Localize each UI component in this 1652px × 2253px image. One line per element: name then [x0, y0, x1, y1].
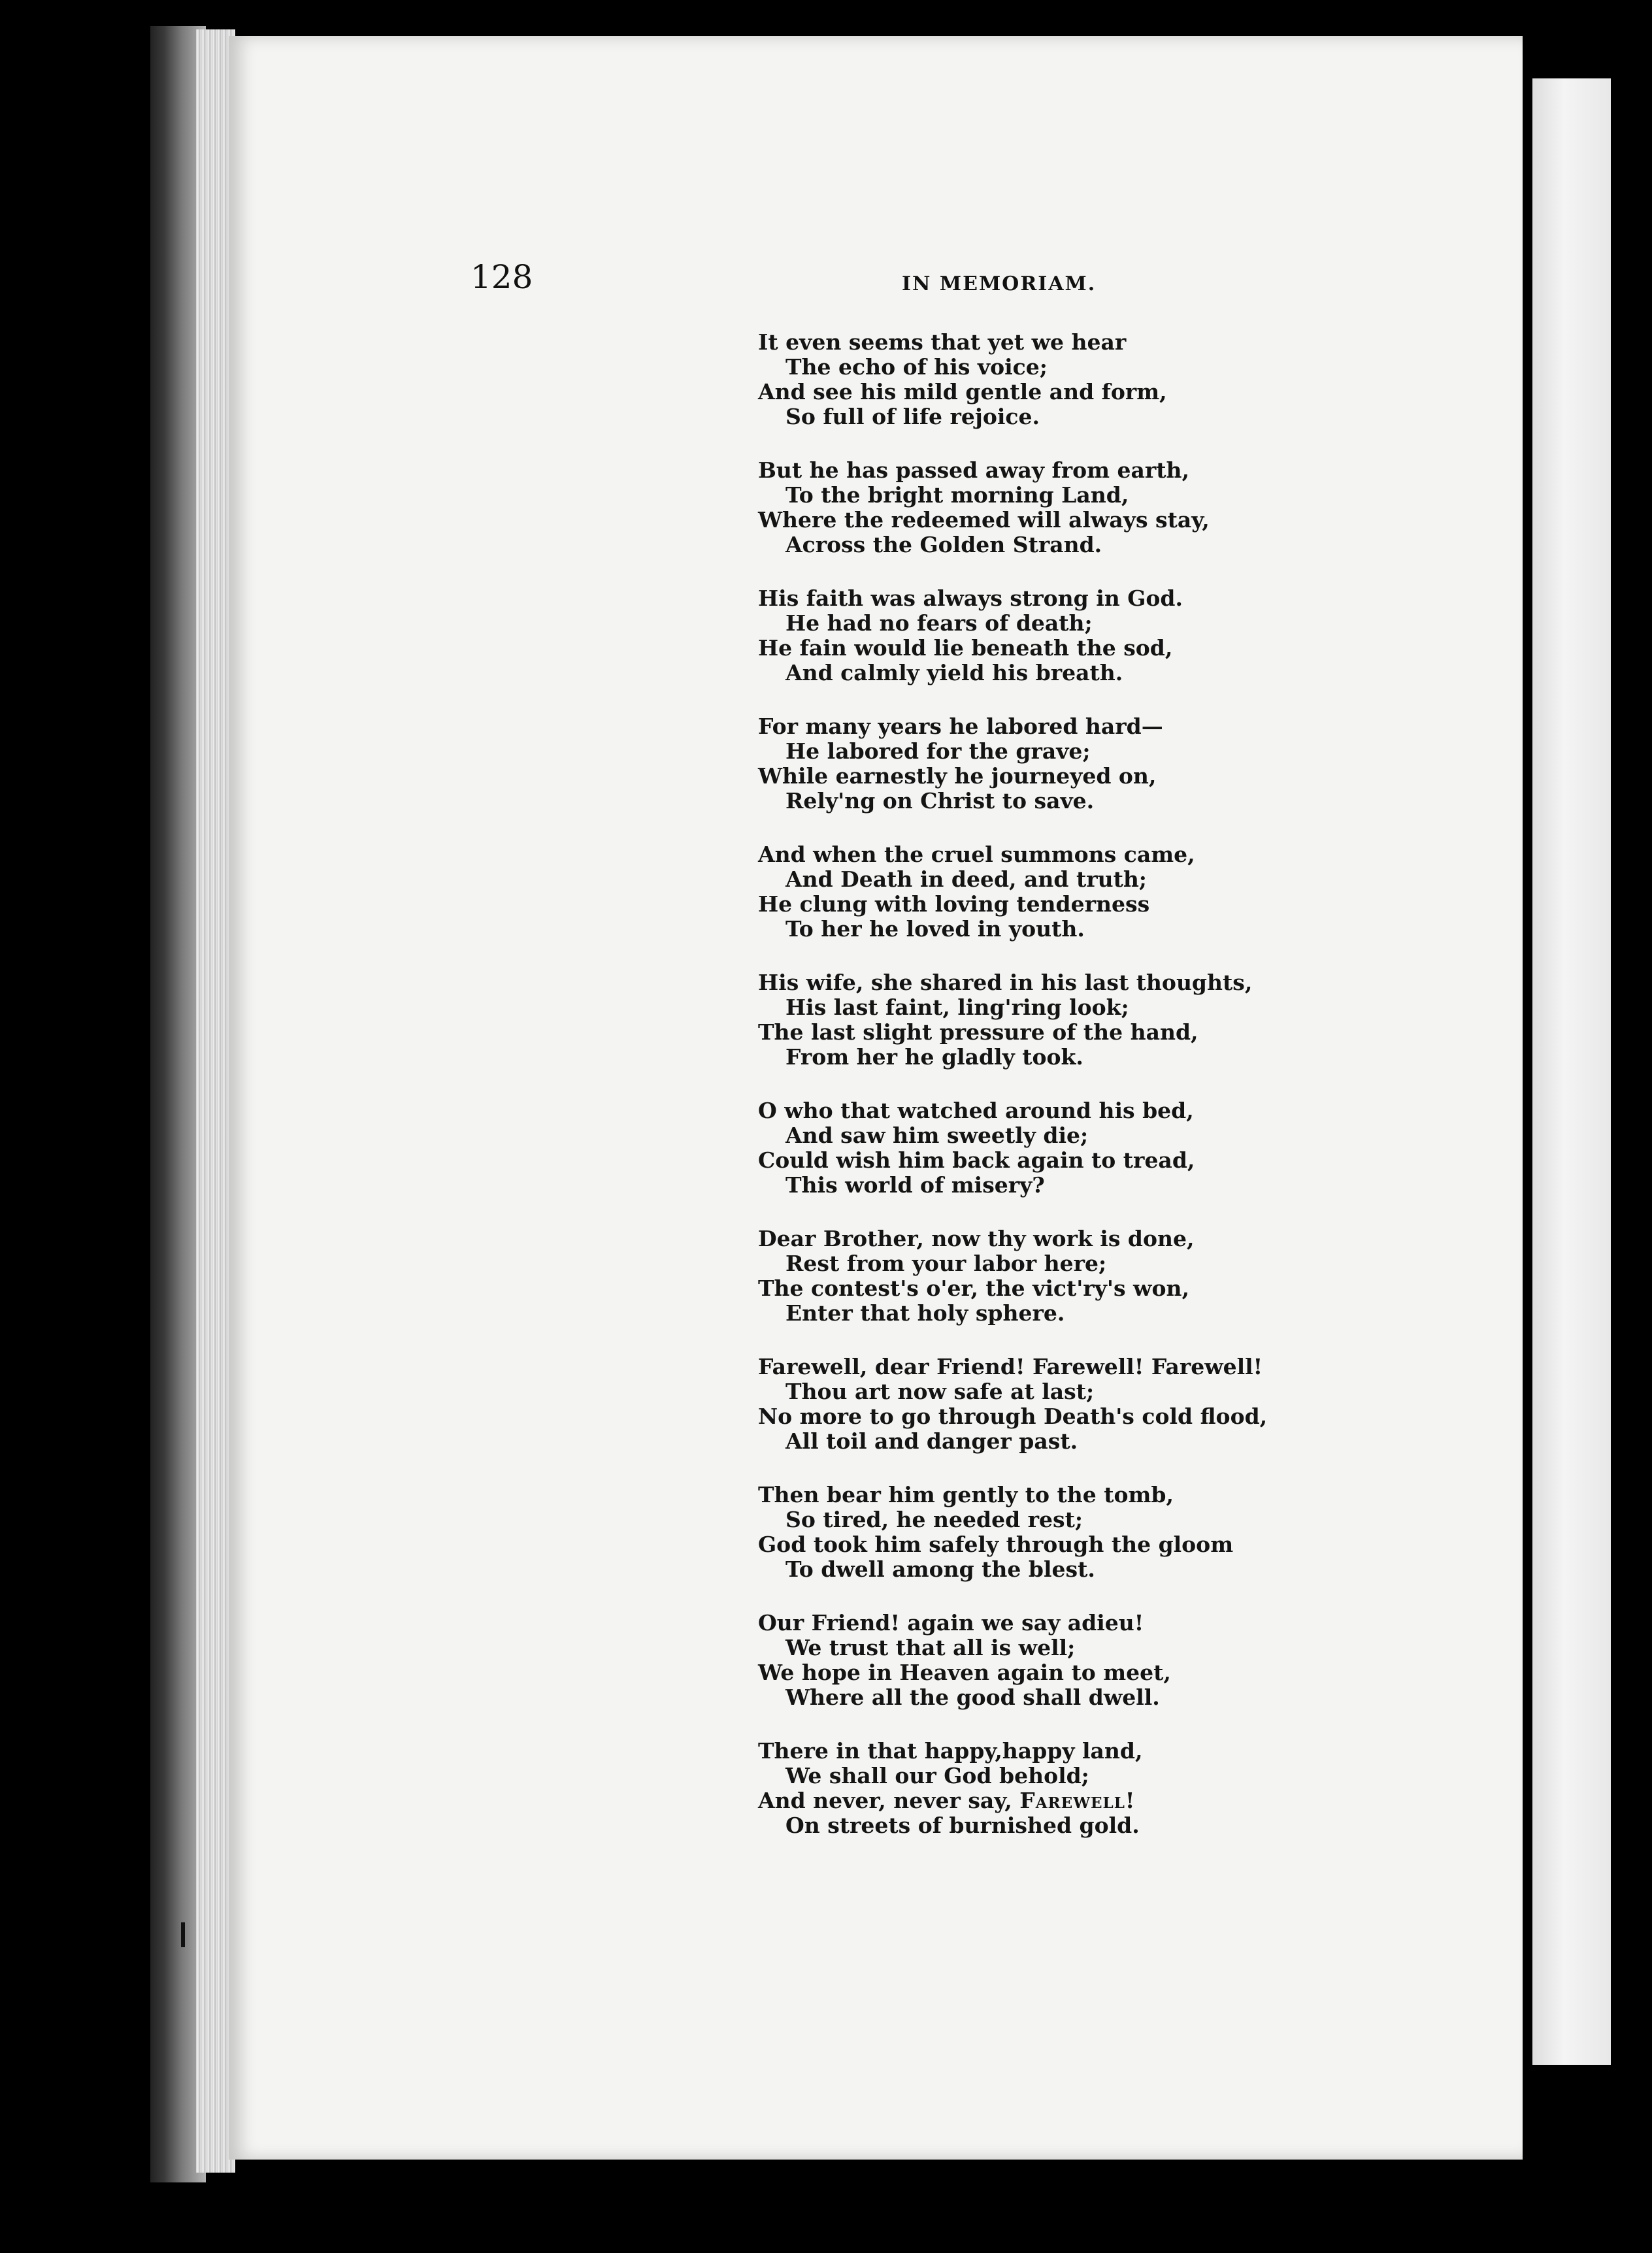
poem-line: For many years he labored hard—: [758, 714, 1163, 739]
stanza: [758, 1739, 1359, 1838]
stanza: [758, 458, 1359, 557]
margin-mark: [181, 1922, 185, 1947]
poem-line: We hope in Heaven again to meet,: [758, 1660, 1171, 1685]
poem-line: From her he gladly took.: [785, 1044, 1083, 1070]
stanza: [758, 714, 1359, 814]
poem-line: Where all the good shall dwell.: [785, 1685, 1160, 1710]
poem-line: This world of misery?: [785, 1172, 1045, 1198]
stanza: [758, 1483, 1359, 1582]
poem-line: Our Friend! again we say adieu!: [758, 1610, 1144, 1636]
poem-line: And calmly yield his breath.: [785, 660, 1123, 685]
poem-line: His wife, she shared in his last thoughts,: [758, 970, 1253, 995]
poem-line: To her he loved in youth.: [785, 916, 1085, 942]
poem-line-text: !: [1125, 1788, 1135, 1813]
poem-line-text: And never, never say,: [758, 1788, 1020, 1813]
poem-line: The contest's o'er, the vict'ry's won,: [758, 1275, 1189, 1301]
poem-line: We shall our God behold;: [785, 1763, 1089, 1788]
poem-line: While earnestly he journeyed on,: [758, 763, 1157, 789]
poem-line: God took him safely through the gloom: [758, 1532, 1234, 1557]
poem-line: His last faint, ling'ring look;: [785, 995, 1129, 1020]
stanza: [758, 842, 1359, 942]
poem-line: Enter that holy sphere.: [785, 1300, 1065, 1326]
poem-line: He labored for the grave;: [785, 738, 1091, 764]
poem-line: To the bright morning Land,: [785, 482, 1129, 508]
poem-line: O who that watched around his bed,: [758, 1098, 1194, 1123]
poem-line: All toil and danger past.: [785, 1428, 1078, 1454]
poem-line: The last slight pressure of the hand,: [758, 1019, 1198, 1045]
poem-line: So tired, he needed rest;: [785, 1507, 1083, 1532]
page-header: [471, 258, 1124, 304]
poem-line: Dear Brother, now thy work is done,: [758, 1226, 1195, 1251]
poem-line: And see his mild gentle and form,: [758, 379, 1167, 404]
stanza: [758, 586, 1359, 685]
stanza: [758, 1355, 1359, 1454]
poem-line: On streets of burnished gold.: [785, 1813, 1140, 1838]
poem-line: He clung with loving tenderness: [758, 891, 1150, 917]
poem-line: It even seems that yet we hear: [758, 329, 1127, 355]
poem-line: Could wish him back again to tread,: [758, 1147, 1195, 1173]
stanza: [758, 330, 1359, 429]
running-title: IN MEMORIAM.: [902, 272, 1097, 295]
stanza: [758, 1611, 1359, 1710]
poem-line: Rest from your labor here;: [785, 1251, 1107, 1276]
poem-line: And Death in deed, and truth;: [785, 866, 1147, 892]
poem-line: Rely'ng on Christ to save.: [785, 788, 1095, 814]
poem-line: [758, 1788, 1359, 1813]
stanza: [758, 1226, 1359, 1326]
poem-line: But he has passed away from earth,: [758, 457, 1190, 483]
poem-line: He had no fears of death;: [785, 610, 1093, 636]
poem-line: The echo of his voice;: [785, 354, 1048, 380]
poem-line: Across the Golden Strand.: [785, 532, 1102, 557]
stanza: [758, 970, 1359, 1070]
poem-line: Thou art now safe at last;: [785, 1379, 1095, 1404]
poem-line: There in that happy,happy land,: [758, 1738, 1143, 1764]
poem: [758, 330, 1359, 1867]
poem-line: And saw him sweetly die;: [785, 1123, 1089, 1148]
poem-line: Then bear him gently to the tomb,: [758, 1482, 1174, 1507]
poem-line: And when the cruel summons came,: [758, 842, 1195, 867]
page-number: 128: [471, 258, 533, 296]
poem-line: To dwell among the blest.: [785, 1556, 1095, 1582]
poem-line: Where the redeemed will always stay,: [758, 507, 1210, 533]
poem-line: He fain would lie beneath the sod,: [758, 635, 1173, 661]
poem-line: His faith was always strong in God.: [758, 585, 1183, 611]
stanza: [758, 1098, 1359, 1198]
poem-line: So full of life rejoice.: [785, 404, 1040, 429]
small-caps-word: Farewell: [1019, 1788, 1125, 1813]
facing-page-edge: [1532, 78, 1611, 2065]
poem-line: Farewell, dear Friend! Farewell! Farewell!: [758, 1354, 1263, 1379]
poem-line: No more to go through Death's cold flood,: [758, 1404, 1268, 1429]
poem-line: We trust that all is well;: [785, 1635, 1076, 1660]
